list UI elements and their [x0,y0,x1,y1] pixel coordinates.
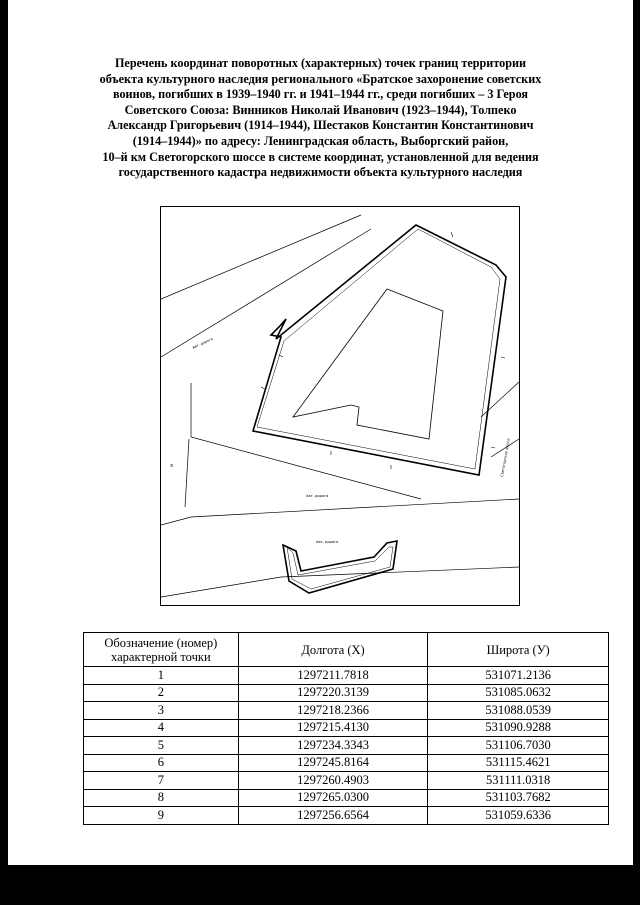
point-number-cell: 5 [84,737,239,755]
title-line: Перечень координат поворотных (характерных) точек границ территории [114,56,527,70]
latitude-cell: 531115.4621 [428,754,609,772]
header-latitude: Широта (У) [428,633,609,667]
longitude-cell: 1297256.6564 [238,807,428,825]
longitude-cell: 1297265.0300 [238,789,428,807]
longitude-cell: 1297218.2366 [238,702,428,720]
table-row [84,807,609,825]
longitude-cell: 1297211.7818 [238,667,428,685]
header-longitude: Долгота (Х) [238,633,428,667]
title-line: (1914–1944)» по адресу: Ленинградская область, Выборгский район, [132,133,509,148]
latitude-cell: 531059.6336 [428,807,609,825]
point-number-cell: 9 [84,807,239,825]
longitude-cell: 1297215.4130 [238,719,428,737]
scale-note: М [170,463,174,467]
table-row [84,684,609,702]
title-line: объекта культурного наследия регионального «Братское захоронение советских [99,71,542,86]
latitude-cell: 531071.2136 [428,667,609,685]
road-middle [185,383,421,507]
point-number-cell: 1 [84,667,239,685]
boundary-plan [160,206,520,606]
title-line: Александр Григорьевич (1914–1944), Шестаков Константин Константинович [107,118,534,133]
longitude-cell: 1297260.4903 [238,772,428,790]
table-row [84,702,609,720]
table-row [84,737,609,755]
longitude-cell: 1297220.3139 [238,684,428,702]
main-parcel-boundary [253,225,506,475]
table-row [84,754,609,772]
latitude-cell: 531085.0632 [428,684,609,702]
south-parcel-boundary [283,541,397,593]
point-number-cell: 2 [84,684,239,702]
point-number-cell: 8 [84,789,239,807]
road-label-north-west: Авт. дорога [191,336,214,350]
longitude-cell: 1297234.3343 [238,737,428,755]
title-line: 10–й км Светогорского шоссе в системе координат, установленной для ведения [102,149,539,164]
latitude-cell: 531088.0539 [428,702,609,720]
title-line: воинов, погибших в 1939–1940 гг. и 1941–1944 гг., среди погибших – 3 Героя [112,87,529,102]
point-number-cell: 7 [84,772,239,790]
latitude-cell: 531103.7682 [428,789,609,807]
title-line: государственного кадастра недвижимости объекта культурного наследия [118,165,523,180]
document-title [28,56,613,181]
road-north-west [161,215,371,357]
longitude-cell: 1297245.8164 [238,754,428,772]
table-row [84,667,609,685]
table-row [84,772,609,790]
point-number-cell: 3 [84,702,239,720]
latitude-cell: 531111.0318 [428,772,609,790]
inner-building-outline [293,289,443,439]
road-south [161,499,519,597]
latitude-cell: 531090.9288 [428,719,609,737]
road-label-south: Авт. дорога [316,540,339,544]
boundary-dimension-ticks [261,232,505,469]
point-number-cell: 4 [84,719,239,737]
header-point-number: Обозначение (номер) характерной точки [84,633,239,667]
title-line: Советского Союза: Винников Николай Иванович (1923–1944), Толпеко [124,102,517,117]
table-header-row [84,633,609,667]
point-number-cell: 6 [84,754,239,772]
table-row [84,719,609,737]
latitude-cell: 531106.7030 [428,737,609,755]
main-parcel-inner-line [257,229,500,469]
road-label-east: Светогорское шоссе [500,438,511,478]
table-row [84,789,609,807]
coordinates-table [83,632,609,825]
road-label-middle: Авт. дорога [306,494,329,498]
document-page [8,0,633,865]
boundary-plan-drawing [161,207,519,605]
